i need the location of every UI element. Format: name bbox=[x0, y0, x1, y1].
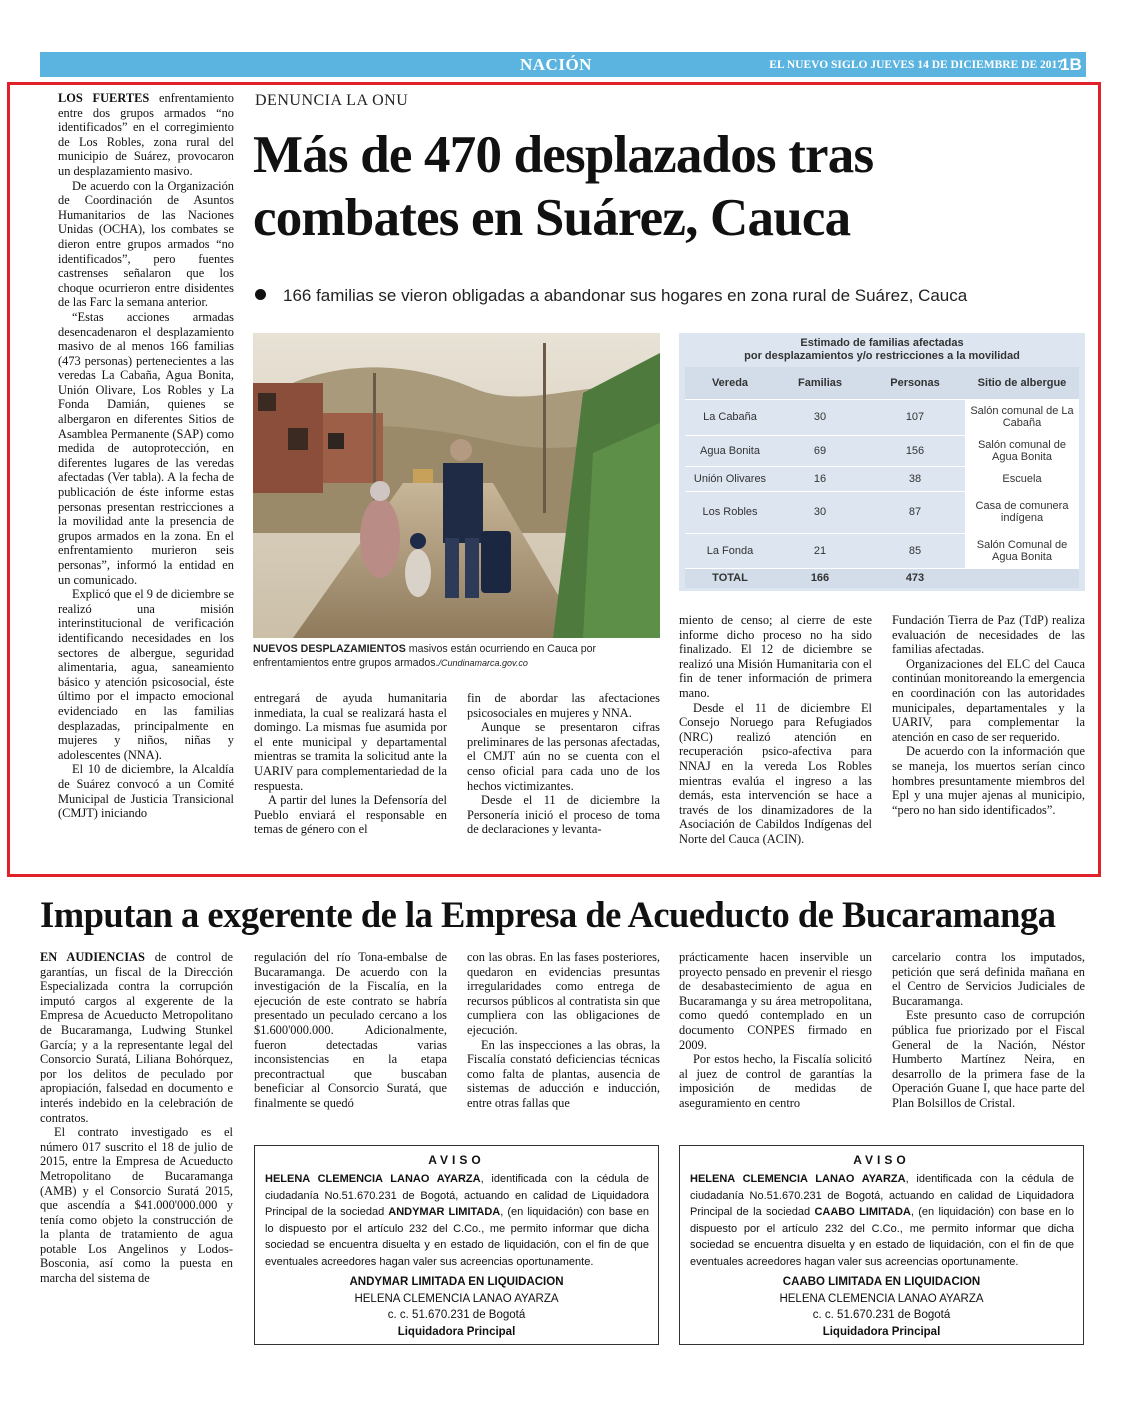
article2-column-3 bbox=[467, 950, 660, 1111]
paragraph: De acuerdo con la Organización de Coordinación de Asuntos Humanitarios de las Naciones Unidas (OCHA), los combates se dieron entre grupos armados “no identificados”, pero fuentes castrenses señalaron que los choque ocurrieron entre disidentes de las Farc la semana anterior. bbox=[58, 178, 234, 310]
news-photo bbox=[253, 333, 660, 638]
photo-illustration bbox=[253, 333, 660, 638]
data-table bbox=[685, 367, 1079, 588]
article1-column-4 bbox=[679, 613, 872, 847]
paragraph: carcelario contra los imputados, petición que será definida mañana en el Centro de Servicios Judiciales de Bucaramanga. bbox=[892, 950, 1085, 1008]
article2-column-1: EN AUDIENCIAS de control de garantías, un fiscal de la Dirección Especializada contra la corrupción imputó cargos al exgerente de la Empresa de Acueducto Metropolitano de Bucaramanga, Ludwing Stunkel García; y a la representante legal del Consorcio Suratá, Liliana Bohórquez, por los delitos de peculado por apropiación, falsedad en documento e interés indebido en la celebración de contratos. El contrato investigado es el número 017 suscrito el 18 de julio de 2015, entre la Empresa de Acueducto Metropolitano de Bucaramanga (AMB) y el Consorcio Suratá 2015, que ascendía a $41.000'000.000 y tenía como objeto la construcción de la planta de tratamiento de agua potable Los Angelinos y Lodos-Bosconia, así como la puesta en marcha del sistema de bbox=[40, 950, 233, 1286]
article1-column-2 bbox=[254, 691, 447, 837]
paragraph: entregará de ayuda humanitaria inmediata, la cual se realizará hasta el domingo. La mismas fue asumida por el ente municipal y departamental mientras se tramita la solicitud ante la UARIV para complementariedad de la respuesta. bbox=[254, 691, 447, 793]
article2-headline: Imputan a exgerente de la Empresa de Acueducto de Bucaramanga bbox=[40, 894, 1056, 935]
article1-column-1: LOS FUERTES enfrentamiento entre dos grupos armados “no identificados” en el corregimiento de Los Robles, zona rural del municipio de Suárez, provocaron un desplazamiento masivo. De acuerdo con la Organización de Coordinación de Asuntos Humanitarios de las Naciones Unidas (OCHA), los combates se dieron entre grupos armados “no identificados”, pero fuentes castrenses señalaron que los choque ocurrieron entre disidentes de las Farc la semana anterior. “Estas acciones armadas desencadenaron el desplazamiento masivo de al menos 166 familias (473 personas) pertenecientes a las veredas La Cabaña, Agua Bonita, Unión Olivare, Los Robles y La Fonda Damián, quienes se albergaron en diferentes Sitios de Asamblea Permanente (SAP) como medida de autoprotección, en diferentes lugares de las veredas afectadas (Ver tabla). A la fecha de publicación de éste informe estas personas presentan restricciones a la movilidad ante la presencia de grupos armados en la zona. En el enfrentamiento murieron seis personas”, informó la entidad en un comunicado. Explicó que el 9 de diciembre se realizó una misión interinstitucional de verificación identificando necesidades en los sectores de albergue, seguridad alimentaria, agua, saneamiento básico y atención psicosocial, éste último por el impacto emocional evidenciado en las familias desplazadas, principalmente en mujeres y niños, niñas y adolescentes (NNA). El 10 de diciembre, la Alcaldía de Suárez convocó a un Comité Municipal de Justicia Transicional (CMJT) iniciando bbox=[58, 91, 234, 821]
paragraph: Desde el 11 de diciembre El Consejo Noruego para Refugiados (NRC) realizó atención en recuperación psico-afectiva para NNAJ en la vereda Los Robles mientras evalúa el ingreso a las demás, esta intervención se hace a través de los dinamizadores de la Asociación de Cabildos Indígenas del Norte del Cauca (ACIN). bbox=[679, 700, 872, 846]
table-row: Los Robles 30 87 Casa de comunera indígena bbox=[685, 491, 1079, 533]
table-header: Personas bbox=[865, 367, 965, 399]
table-row: La Fonda 21 85 Salón Comunal de Agua Bonita bbox=[685, 533, 1079, 568]
paragraph: regulación del río Tona-embalse de Bucaramanga. De acuerdo con la investigación de la Fiscalía, en la ejecución de este contrato se habría presentado un peculado cercano a los $1.600'000.000. Adicionalmente, fueron detectadas varias inconsistencias en la etapa precontractual que buscaban beneficiar al Consorcio Suratá, que finalmente se quedó bbox=[254, 950, 447, 1110]
paragraph: Organizaciones del ELC del Cauca continúan monitoreando la emergencia en coordinación con las autoridades municipales, departamentales y la UARIV, para complementar la atención en caso de ser requerido. bbox=[892, 656, 1085, 744]
table-total-row: TOTAL 166 473 bbox=[685, 568, 1079, 588]
section-name: NACIÓN bbox=[520, 55, 592, 74]
article2-column-2 bbox=[254, 950, 447, 1111]
article1-headline: Más de 470 desplazados tras combates en Suárez, Cauca bbox=[253, 126, 874, 247]
paragraph: Desde el 11 de diciembre la Personería inició el proceso de toma de declaraciones y levanta- bbox=[467, 793, 660, 837]
photo-caption: NUEVOS DESPLAZAMIENTOS masivos están ocurriendo en Cauca por enfrentamientos entre grupos armados./Cundinamarca.gov.co bbox=[253, 643, 597, 669]
article1-subhead: 166 familias se vieron obligadas a abandonar sus hogares en zona rural de Suárez, Cauca bbox=[283, 286, 968, 305]
table-header: Familias bbox=[775, 367, 865, 399]
paragraph: A partir del lunes la Defensoría del Pueblo enviará el responsable en temas de género con el bbox=[254, 793, 447, 837]
paragraph: “Estas acciones armadas desencadenaron el desplazamiento masivo de al menos 166 familias (473 personas) pertenecientes a las veredas La Cabaña, Agua Bonita, Unión Olivare, Los Robles y La Fonda Damián, quienes se albergaron en diferentes Sitios de Asamblea Permanente (SAP) como medida de autoprotección, en diferentes lugares de las veredas afectadas (Ver tabla). A la fecha de publicación de éste informe estas personas presentan restricciones a la movilidad ante la presencia de grupos armados en la zona. En el enfrentamiento murieron seis personas”, informó la entidad en un comunicado. bbox=[58, 309, 234, 587]
notice-title: AVISO bbox=[428, 1153, 485, 1167]
notice-body: HELENA CLEMENCIA LANAO AYARZA, identificada con la cédula de ciudadanía No.51.670.231 de Bogotá, actuando en calidad de Liquidadora Principal de la sociedad ANDYMAR LIMITADA, (en liquidación) con base en lo dispuesto por el artículo 232 del C.Co., me permito informar que dicha sociedad se encuentra disuelta y en estado de liquidación, con el fin de que eventuales acreedores hagan valer sus acreencias oportunamente. bbox=[265, 1173, 649, 1268]
paragraph: Explicó que el 9 de diciembre se realizó una misión interinstitucional de verificación identificando necesidades en los sectores de albergue, seguridad alimentaria, agua, saneamiento básico y atención psicosocial, éste último por el impacto emocional evidenciado en las familias desplazadas, principalmente en mujeres y niños, niñas y adolescentes (NNA). bbox=[58, 587, 234, 762]
article1-column-5 bbox=[892, 613, 1085, 817]
paragraph: Por estos hecho, la Fiscalía solicitó al juez de control de garantías la imposición de medidas de aseguramiento en centro bbox=[679, 1052, 872, 1110]
paragraph: fin de abordar las afectaciones psicosociales en mujeres y NNA. bbox=[467, 691, 660, 720]
lead-in: EN AUDIENCIAS bbox=[40, 950, 145, 964]
legal-notice-andymar bbox=[254, 1145, 659, 1345]
paragraph: El contrato investigado es el número 017 suscrito el 18 de julio de 2015, entre la Empresa de Acueducto Metropolitano de Bucaramanga (AMB) y el Consorcio Suratá 2015, que ascendía a $41.000'000.000 y tenía como objeto la construcción de la planta de tratamiento de agua potable Los Angelinos y Lodos-Bosconia, así como la puesta en marcha del sistema de bbox=[40, 1125, 233, 1286]
paragraph: miento de censo; al cierre de este informe dicho proceso no ha sido finalizado. El 12 de diciembre se realizó una Misión Humanitaria con el fin de tener información de primera mano. bbox=[679, 613, 872, 700]
lead-in: LOS FUERTES bbox=[58, 91, 150, 105]
legal-notice-caabo bbox=[679, 1145, 1084, 1345]
table-row: La Cabaña 30 107 Salón comunal de La Cabaña bbox=[685, 399, 1079, 435]
bullet-icon bbox=[255, 289, 266, 300]
paragraph: En las inspecciones a las obras, la Fiscalía constató deficiencias técnicas como falta de plantas, ausencia de sistemas de aducción e inducción, entre otras fallas que bbox=[467, 1037, 660, 1110]
displacement-table bbox=[679, 333, 1085, 591]
table-header: Vereda bbox=[685, 367, 775, 399]
paragraph: prácticamente hacen inservible un proyecto pensado en prevenir el riesgo de desabastecimiento de agua en Bucaramanga y su área metropolitana, como quedó contemplado en un documento CONPES firmado en 2009. bbox=[679, 950, 872, 1052]
article2-column-4 bbox=[679, 950, 872, 1111]
table-title: Estimado de familias afectadas por desplazamientos y/o restricciones a la movilidad bbox=[744, 337, 1020, 362]
table-row: Agua Bonita 69 156 Salón comunal de Agua Bonita bbox=[685, 435, 1079, 466]
paragraph: De acuerdo con la información que se maneja, los muertos serían cinco hombres presuntamente miembros del Epl y una mujer ajenas al municipio, “pero no han sido identificados”. bbox=[892, 744, 1085, 817]
newspaper-date-line: EL NUEVO SIGLO JUEVES 14 DE DICIEMBRE DE 2017 bbox=[769, 59, 1063, 71]
article1-kicker: DENUNCIA LA ONU bbox=[255, 92, 409, 109]
notice-body: HELENA CLEMENCIA LANAO AYARZA, identificada con la cédula de ciudadanía No.51.670.231 de Bogotá, actuando en calidad de Liquidadora Principal de la sociedad CAABO LIMITADA, (en liquidación) con base en lo dispuesto por el artículo 232 del C.Co., me permito informar que dicha sociedad se encuentra disuelta y en estado de liquidación, con el fin de que eventuales acreedores hagan valer sus acreencias oportunamente. bbox=[690, 1173, 1074, 1268]
page-number: 1B bbox=[1060, 55, 1082, 74]
paragraph: Fundación Tierra de Paz (TdP) realiza evaluación de necesidades de las familias afectadas. bbox=[892, 613, 1085, 657]
table-row: Unión Olivares 16 38 Escuela bbox=[685, 466, 1079, 491]
notice-signature: CAABO LIMITADA EN LIQUIDACION HELENA CLEMENCIA LANAO AYARZA c. c. 51.670.231 de Bogotá Liquidadora Principal bbox=[779, 1276, 984, 1338]
notice-signature: ANDYMAR LIMITADA EN LIQUIDACION HELENA CLEMENCIA LANAO AYARZA c. c. 51.670.231 de Bogotá Liquidadora Principal bbox=[349, 1276, 564, 1338]
notice-title: AVISO bbox=[853, 1153, 910, 1167]
paragraph: Este presunto caso de corrupción pública fue priorizado por el Fiscal General de la Nación, Néstor Humberto Martínez Neira, en desarrollo de la primera fase de la Operación Guane I, que hace parte del Plan Bolsillos de Cristal. bbox=[892, 1008, 1085, 1110]
photo-credit: /Cundinamarca.gov.co bbox=[438, 658, 528, 668]
paragraph: Aunque se presentaron cifras preliminares de las personas afectadas, el CMJT aún no se cuenta con el censo oficial para cada uno de los hechos victimizantes. bbox=[467, 720, 660, 793]
table-header: Sitio de albergue bbox=[965, 367, 1079, 399]
paragraph: El 10 de diciembre, la Alcaldía de Suárez convocó a un Comité Municipal de Justicia Transicional (CMJT) iniciando bbox=[58, 762, 234, 821]
article1-column-3 bbox=[467, 691, 660, 837]
article2-column-5 bbox=[892, 950, 1085, 1111]
paragraph: con las obras. En las fases posteriores, quedaron en evidencias presuntas irregularidades como entrega de recursos públicos al contratista sin que cumpliera con las obligaciones de ejecución. bbox=[467, 950, 660, 1037]
